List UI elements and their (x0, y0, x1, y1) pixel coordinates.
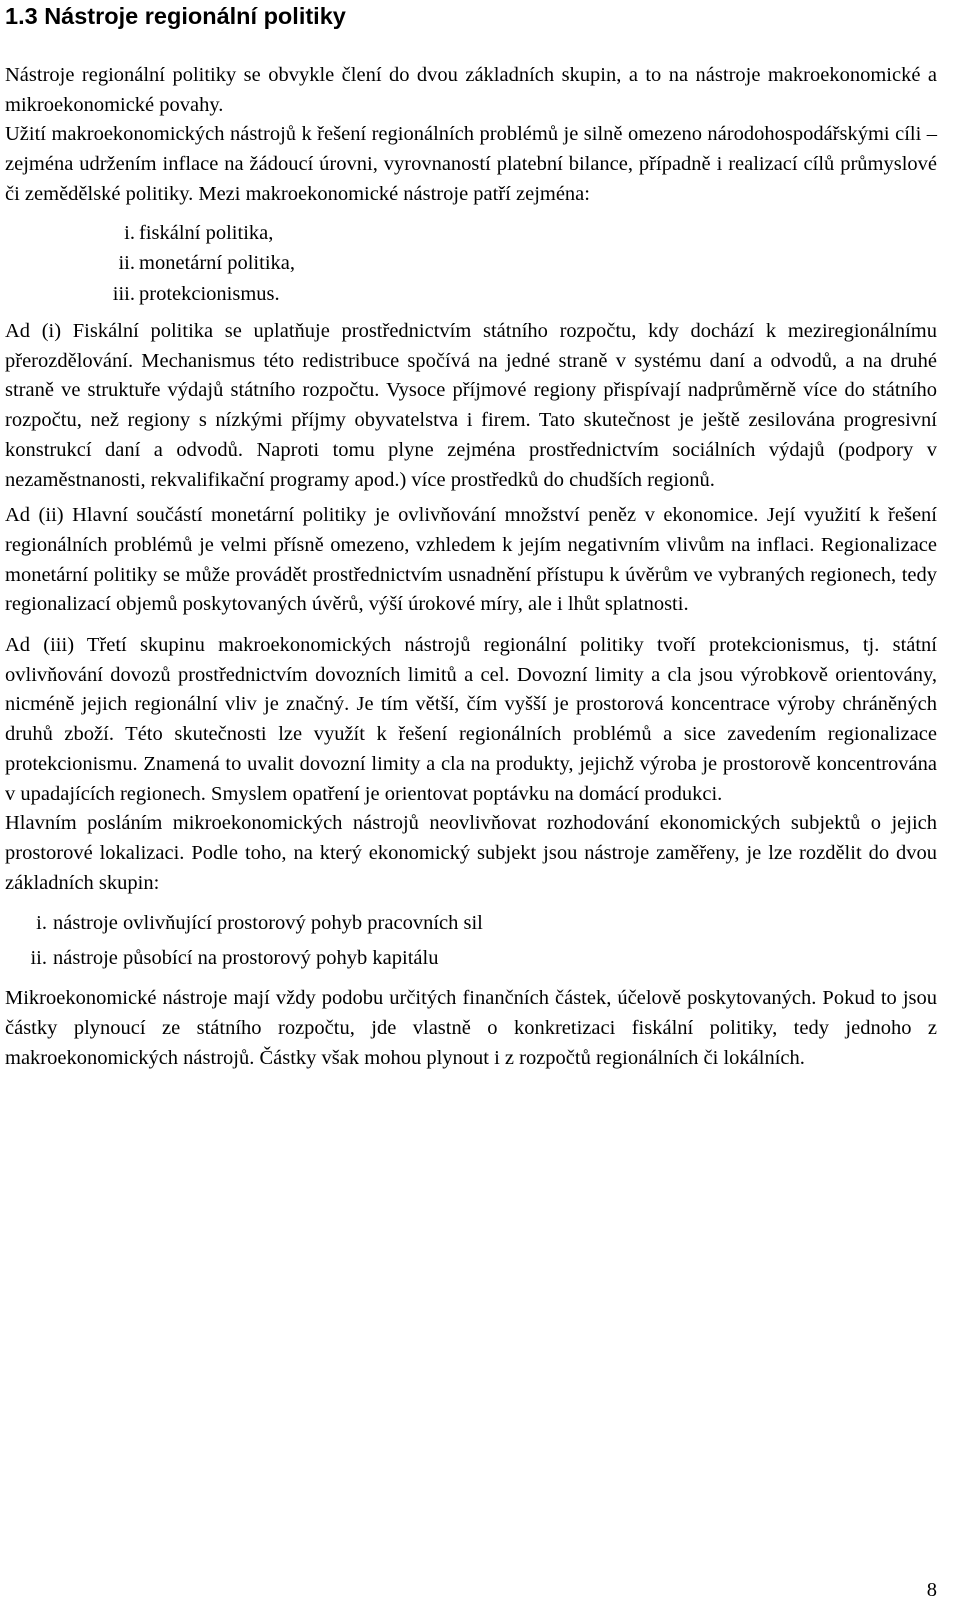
list-item-number: ii. (118, 252, 135, 275)
list-item-text: nástroje ovlivňující prostorový pohyb pracovních sil (53, 912, 483, 935)
list-item-number: i. (124, 221, 135, 244)
list-item (5, 248, 937, 279)
monetary-policy-paragraph: Ad (ii) Hlavní součástí monetární politiky je ovlivňování množství peněz v ekonomice. Její využití k řešení regionálních problémů je velmi přísně omezeno, vzhledem k jejím negativním vlivům na inflaci. Regionalizace monetární politiky se může provádět prostřednictvím usnadnění přístupu k úvěrům ve vybraných regionech, tedy regionalizací objemů poskytovaných úvěrů, výší úrokové míry, ale i lhůt splatnosti. (5, 504, 937, 616)
macro-tools-list (5, 218, 937, 310)
list-item-number: iii. (112, 282, 135, 305)
list-item-text: monetární politika, (139, 252, 295, 275)
list-item-number: ii. (30, 947, 47, 970)
macro-intro-paragraph: Užití makroekonomických nástrojů k řešení regionálních problémů je silně omezeno národohospodářskými cíli – zejména udržením inflace na žádoucí úrovni, vyrovnaností platební bilance, případně i realizací cílů průmyslové či zemědělské politiky. Mezi makroekonomické nástroje patří zejména: (5, 123, 937, 205)
micro-tools-list (5, 906, 937, 976)
page-number: 8 (926, 1579, 937, 1601)
list-item-text: protekcionismus. (139, 282, 280, 305)
list-item (5, 906, 937, 941)
protectionism-paragraph: Ad (iii) Třetí skupinu makroekonomických nástrojů regionální politiky tvoří protekcionismus, tj. státní ovlivňování dovozů prostřednictvím dovozních limitů a cel. Dovozní limity a cla jsou výrobkově orientovány, nicméně jejich regionální vliv je značný. Je tím větší, čím vyšší je prostorová koncentrace výroby chráněných druhů zboží. Této skutečnosti lze využít k řešení regionálních problémů a sice zavedením regionalizace protekcionismu. Znamená to uvalit dovozní limity a cla na produkty, jejichž výroba je prostorově koncentrována v upadajících regionech. Smyslem opatření je orientovat poptávku na domácí produkci. (5, 634, 937, 805)
list-item (5, 941, 937, 976)
list-item (5, 218, 937, 249)
fiscal-policy-paragraph: Ad (i) Fiskální politika se uplatňuje prostřednictvím státního rozpočtu, kdy dochází k meziregionálnímu přerozdělování. Mechanismus této redistribuce spočívá na jedné straně v systému daní a odvodů, a na druhé straně ve struktuře výdajů státního rozpočtu. Vysoce příjmové regiony přispívají nadprůměrně více do státního rozpočtu, než regiony s nízkými příjmy obyvatelstva i firem. Tato skutečnost je ještě zesilována progresivní konstrukcí daní a odvodů. Naproti tomu plyne zejména prostřednictvím sociálních výdajů (podpory v nezaměstnanosti, rekvalifikační programy apod.) více prostředků do chudších regionů. (5, 320, 937, 491)
list-item-text: fiskální politika, (139, 221, 274, 244)
intro-paragraph: Nástroje regionální politiky se obvykle člení do dvou základních skupin, a to na nástroje makroekonomické a mikroekonomické povahy. (5, 64, 937, 116)
micro-tools-paragraph: Hlavním posláním mikroekonomických nástrojů neovlivňovat rozhodování ekonomických subjektů o jejich prostorové lokalizaci. Podle toho, na který ekonomický subjekt jsou nástroje zaměřeny, je lze rozdělit do dvou základních skupin: (5, 812, 937, 894)
section-heading: 1.3 Nástroje regionální politiky (5, 3, 346, 29)
list-item-number: i. (36, 912, 47, 935)
document-page (5, 0, 937, 1073)
list-item-text: nástroje působící na prostorový pohyb kapitálu (53, 947, 439, 970)
list-item (5, 279, 937, 310)
closing-paragraph: Mikroekonomické nástroje mají vždy podobu určitých finančních částek, účelově poskytovaných. Pokud to jsou částky plynoucí ze státního rozpočtu, jde vlastně o konkretizaci fiskální politiky, tedy jednoho z makroekonomických nástrojů. Částky však mohou plynout i z rozpočtů regionálních či lokálních. (5, 987, 937, 1069)
